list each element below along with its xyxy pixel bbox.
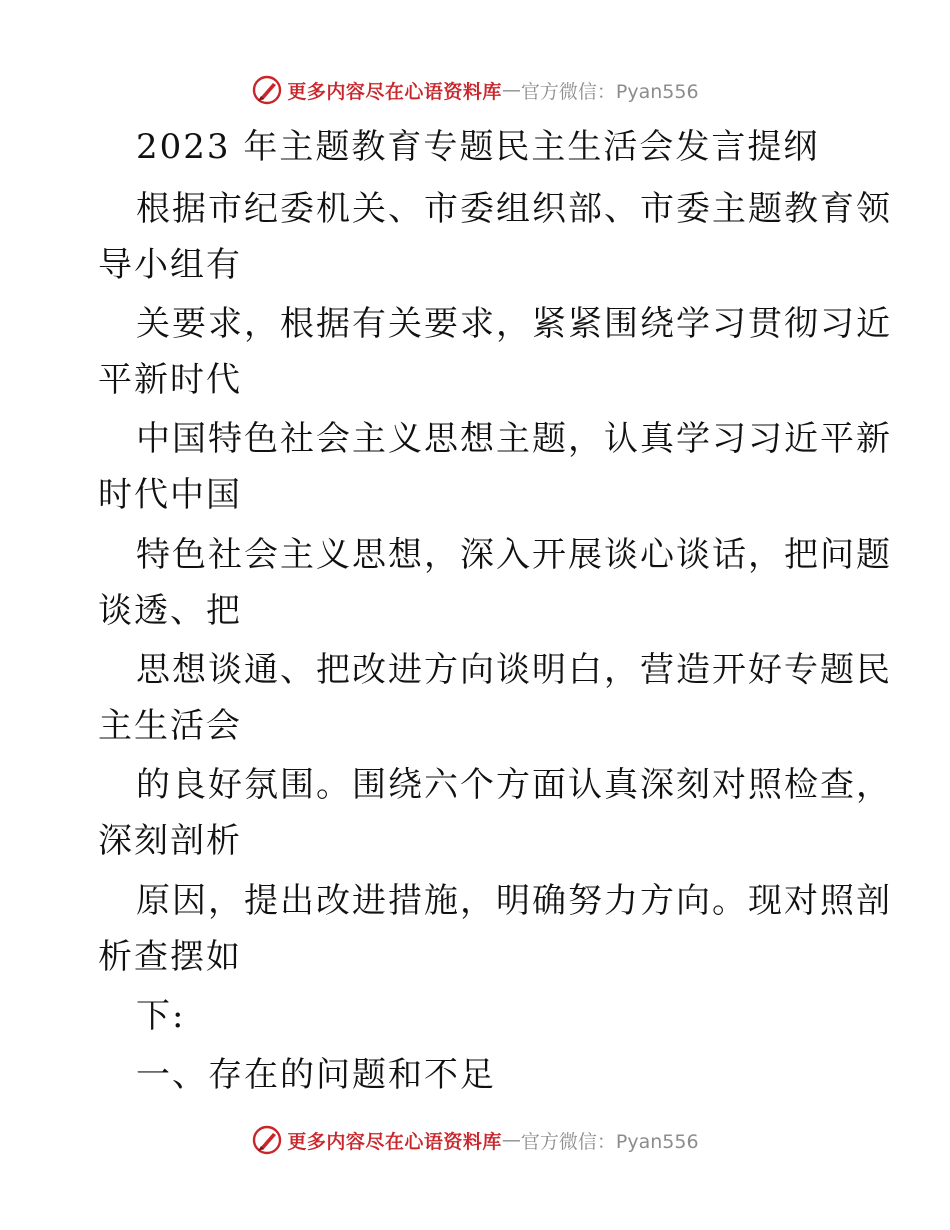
paragraph-line-8: 谈透、把 bbox=[98, 591, 242, 631]
paragraph-line-10: 主生活会 bbox=[98, 706, 242, 746]
quill-pen-logo-icon bbox=[251, 74, 283, 106]
paragraph-line-4: 平新时代 bbox=[98, 360, 242, 400]
paragraph-line-5: 中国特色社会主义思想主题，认真学习习近平新 bbox=[136, 419, 892, 459]
paragraph-line-9: 思想谈通、把改进方向谈明白，营造开好专题民 bbox=[136, 650, 892, 690]
banner-brand-text: 更多内容尽在心语资料库 bbox=[287, 1130, 502, 1153]
paragraph-line-13: 原因，提出改进措施，明确努力方向。现对照剖 bbox=[136, 881, 892, 921]
paragraph-line-11: 的良好氛围。围绕六个方面认真深刻对照检查， bbox=[136, 765, 892, 805]
paragraph-line-2: 导小组有 bbox=[98, 245, 242, 285]
banner-separator: — bbox=[501, 79, 521, 101]
section-heading: 一、存在的问题和不足 bbox=[136, 1055, 496, 1095]
header-banner bbox=[0, 72, 950, 108]
paragraph-line-1: 根据市纪委机关、市委组织部、市委主题教育领 bbox=[136, 189, 892, 229]
paragraph-line-3: 关要求，根据有关要求，紧紧围绕学习贯彻习近 bbox=[136, 304, 892, 344]
document-title: 2023 年主题教育专题民主生活会发言提纲 bbox=[136, 127, 820, 167]
banner-wechat-text: 官方微信：Pyan556 bbox=[520, 80, 699, 103]
paragraph-line-15: 下: bbox=[136, 996, 186, 1036]
paragraph-line-14: 析查摆如 bbox=[98, 937, 242, 977]
banner-separator: — bbox=[501, 1129, 521, 1151]
banner-brand-text: 更多内容尽在心语资料库 bbox=[287, 80, 502, 103]
paragraph-line-6: 时代中国 bbox=[98, 475, 242, 515]
banner-wechat-text: 官方微信：Pyan556 bbox=[520, 1130, 699, 1153]
quill-pen-logo-icon bbox=[251, 1124, 283, 1156]
paragraph-line-12: 深刻剖析 bbox=[98, 821, 242, 861]
footer-banner bbox=[0, 1122, 950, 1158]
paragraph-line-7: 特色社会主义思想，深入开展谈心谈话，把问题 bbox=[136, 535, 892, 575]
